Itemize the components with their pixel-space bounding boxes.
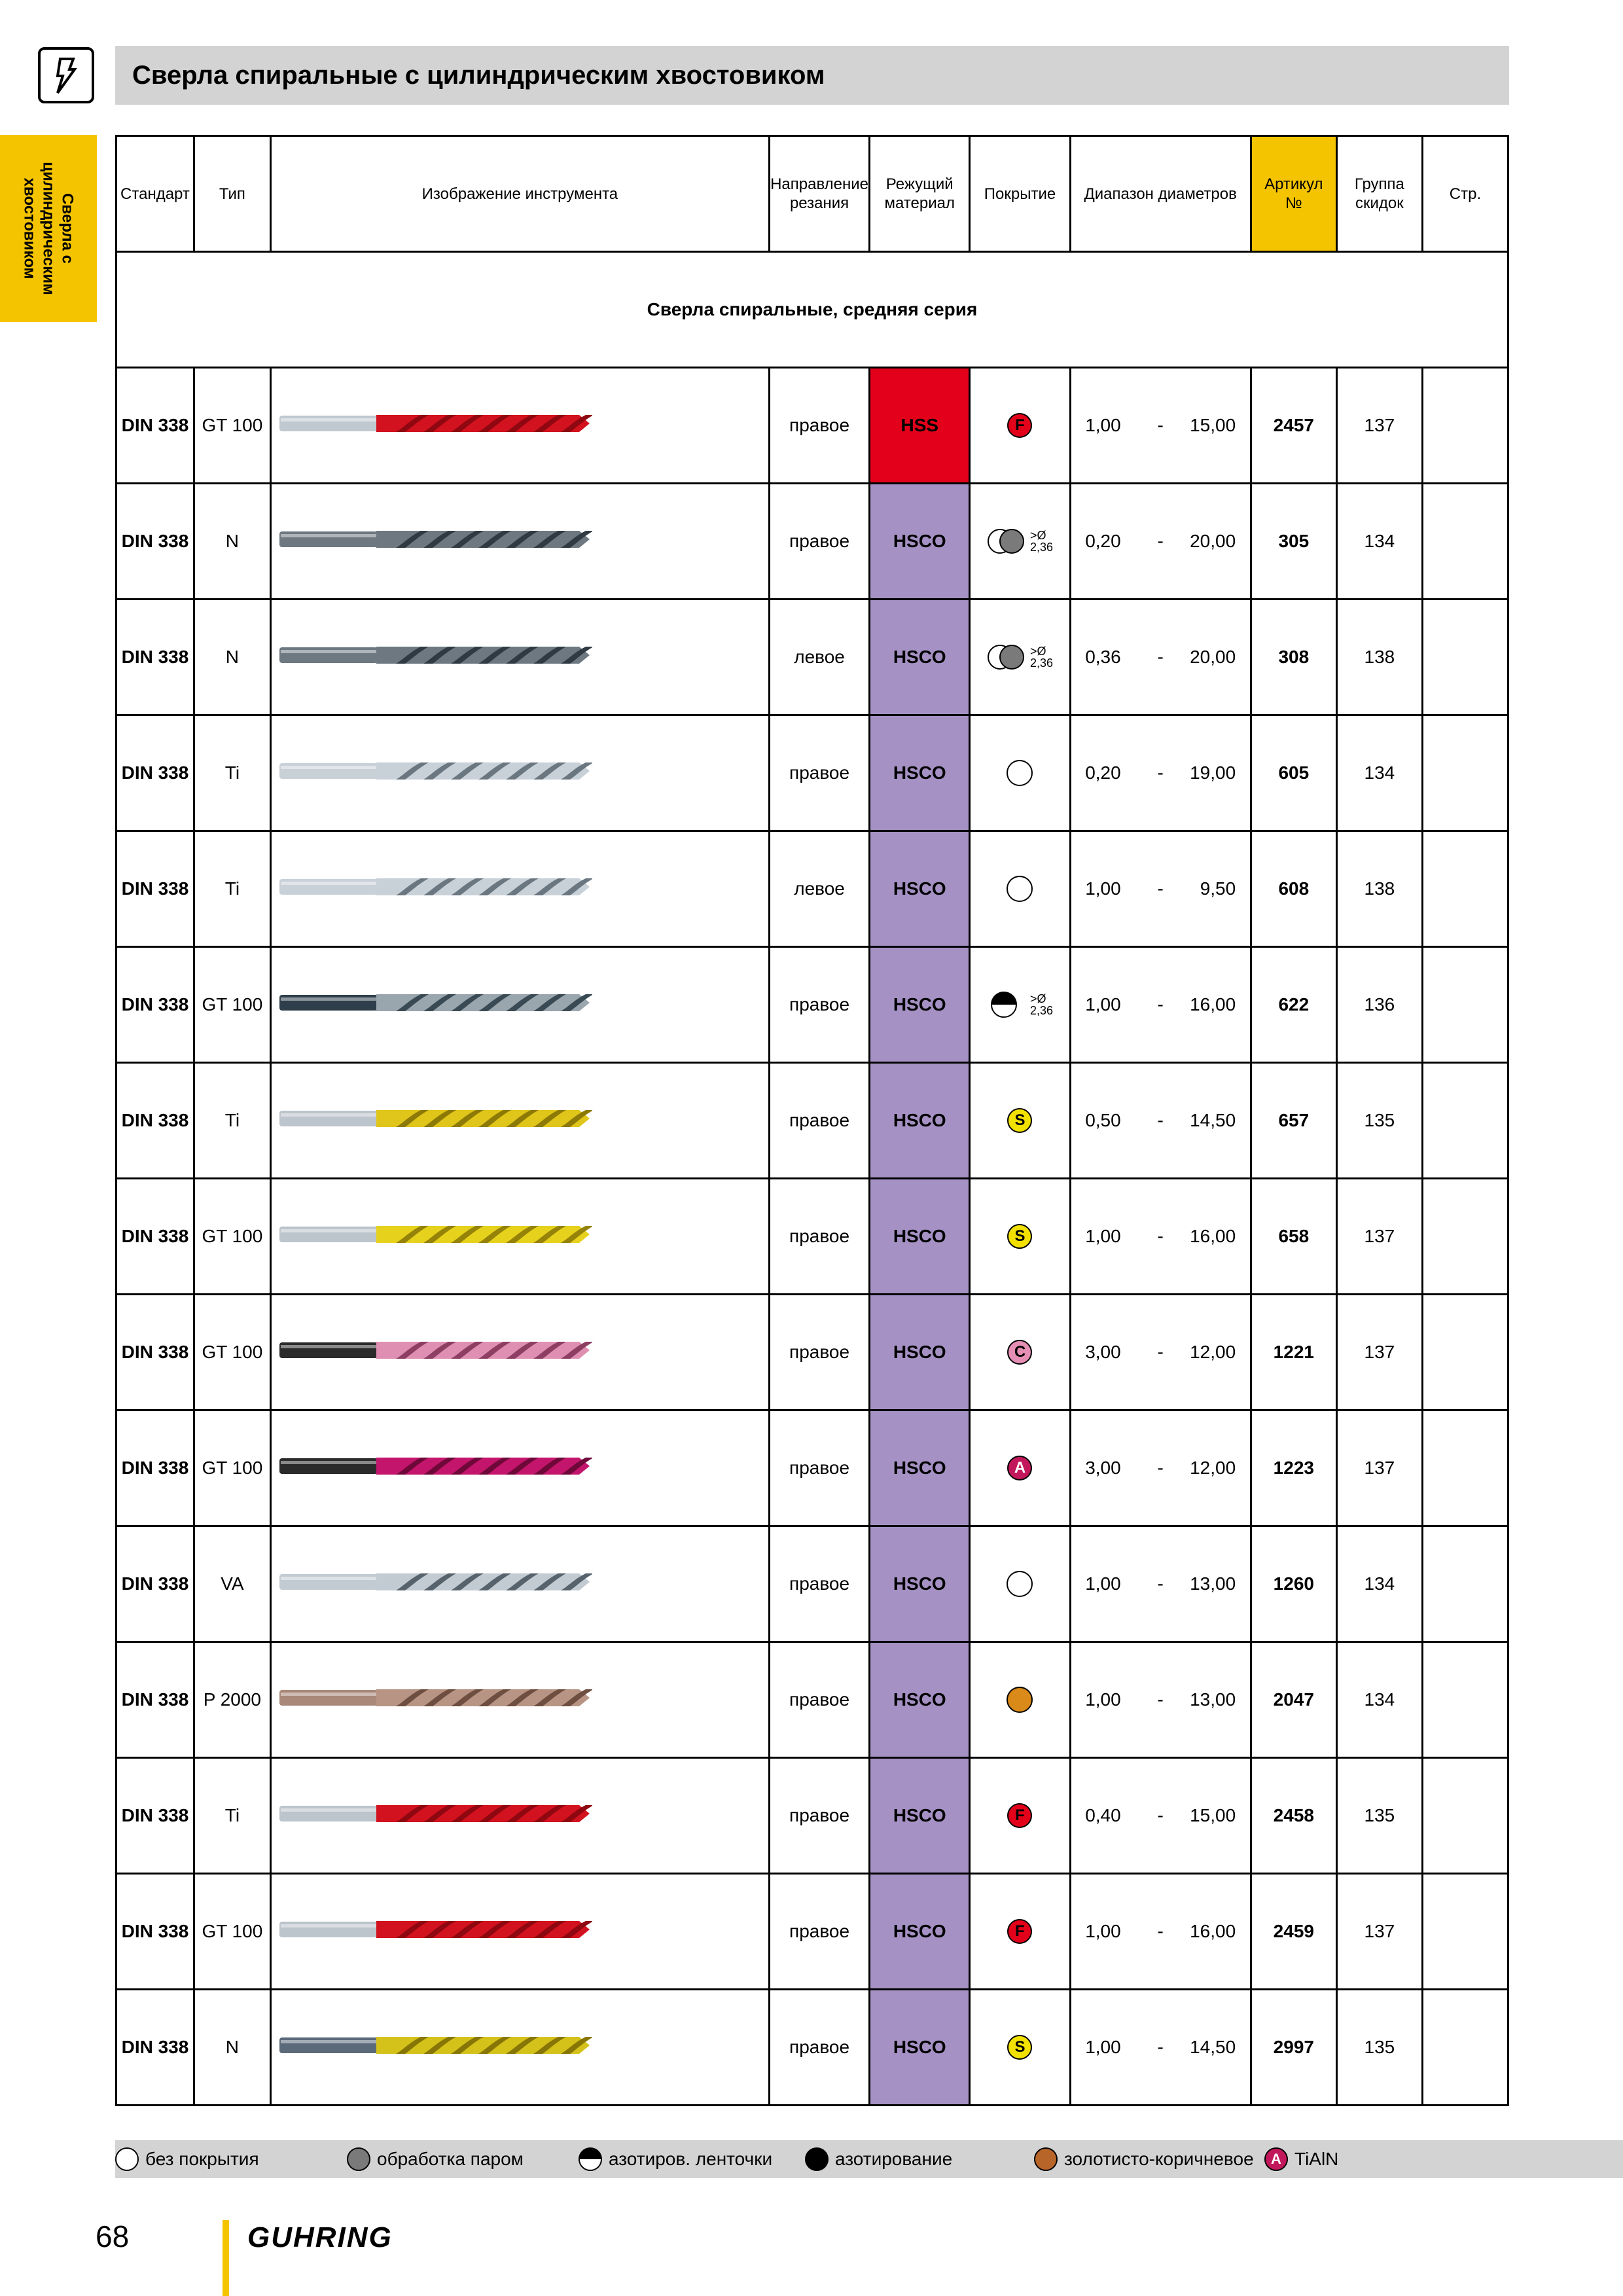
range-cell (1070, 1295, 1251, 1410)
range-from: 3,00 (1085, 1458, 1121, 1478)
drill-image-cell (270, 831, 769, 947)
type-cell: GT 100 (194, 1179, 270, 1295)
range-dash: - (1157, 1573, 1164, 1594)
drill-image-cell (270, 1063, 769, 1179)
range-from: 1,00 (1085, 415, 1121, 435)
type-cell: Ti (194, 1063, 270, 1179)
type-cell: Ti (194, 1758, 270, 1874)
material-cell: HSCO (870, 600, 970, 715)
range-to: 16,00 (1190, 1921, 1236, 1941)
legend-label: TiAlN (1294, 2149, 1339, 2169)
discount-cell: 138 (1336, 600, 1422, 715)
direction-cell: правое (769, 1295, 869, 1410)
header-coating: Покрытие (970, 136, 1070, 252)
range-cell (1070, 600, 1251, 715)
range-dash: - (1157, 531, 1164, 551)
range-cell (1070, 1990, 1251, 2106)
direction-cell: правое (769, 1874, 869, 1990)
discount-cell: 134 (1336, 1526, 1422, 1642)
coating-cell (970, 715, 1070, 831)
article-cell: 2459 (1251, 1874, 1336, 1990)
coating-symbol (971, 2035, 1069, 2060)
standard-cell: DIN 338 (116, 600, 194, 715)
drill-image-cell (270, 947, 769, 1063)
coating-symbol (971, 1456, 1069, 1480)
products-table (115, 135, 1509, 2106)
drill-image-cell (270, 484, 769, 600)
coating-symbol (971, 413, 1069, 438)
type-cell: GT 100 (194, 947, 270, 1063)
type-cell: VA (194, 1526, 270, 1642)
header-page: Стр. (1422, 136, 1508, 252)
coating-note: >Ø 2,36 (1029, 529, 1053, 554)
coating-symbol (971, 643, 1069, 672)
page-cell (1422, 484, 1508, 600)
page-number: 68 (96, 2219, 130, 2253)
range-cell (1070, 1526, 1251, 1642)
coating-cell (970, 947, 1070, 1063)
article-cell: 1223 (1251, 1410, 1336, 1526)
material-cell: HSS (870, 368, 970, 484)
steam-treated-icon (987, 527, 1029, 556)
drill-image (278, 988, 592, 1017)
coating-letter-icon: C (1007, 1340, 1032, 1365)
legend-item (579, 2140, 772, 2178)
coating-cell (970, 831, 1070, 947)
table-row (116, 947, 1508, 1063)
range-dash: - (1157, 1805, 1164, 1825)
coating-cell (970, 1179, 1070, 1295)
coating-cell (970, 1642, 1070, 1758)
range-from: 1,00 (1085, 994, 1121, 1014)
uncoated-icon (1007, 1571, 1033, 1597)
range-from: 1,00 (1085, 1573, 1121, 1594)
type-cell: P 2000 (194, 1642, 270, 1758)
direction-cell: правое (769, 1526, 869, 1642)
range-dash: - (1157, 1458, 1164, 1478)
standard-cell: DIN 338 (116, 368, 194, 484)
standard-cell: DIN 338 (116, 1526, 194, 1642)
range-from: 1,00 (1085, 1921, 1121, 1941)
header-image: Изображение инструмента (270, 136, 769, 252)
legend-label: азотиров. ленточки (609, 2149, 773, 2169)
range-cell (1070, 947, 1251, 1063)
direction-cell: правое (769, 1063, 869, 1179)
direction-cell: левое (769, 831, 869, 947)
discount-cell: 137 (1336, 1295, 1422, 1410)
article-cell: 657 (1251, 1063, 1336, 1179)
range-dash: - (1157, 878, 1164, 899)
range-to: 14,50 (1190, 1110, 1236, 1130)
footer-accent (223, 2220, 229, 2296)
range-to: 12,00 (1190, 1458, 1236, 1478)
article-cell: 605 (1251, 715, 1336, 831)
range-dash: - (1157, 2037, 1164, 2057)
header-article: Артикул № (1251, 136, 1336, 252)
drill-image-cell (270, 368, 769, 484)
discount-cell: 135 (1336, 1063, 1422, 1179)
legend-label: золотисто-коричневое (1064, 2149, 1254, 2169)
standard-cell: DIN 338 (116, 1179, 194, 1295)
header-range: Диапазон диаметров (1070, 136, 1251, 252)
legend-label: без покрытия (145, 2149, 259, 2169)
range-to: 9,50 (1200, 878, 1236, 899)
range-cell (1070, 1874, 1251, 1990)
article-cell: 305 (1251, 484, 1336, 600)
range-cell (1070, 1758, 1251, 1874)
coating-note: >Ø 2,36 (1029, 992, 1053, 1017)
drill-image-cell (270, 1758, 769, 1874)
range-from: 0,20 (1085, 762, 1121, 783)
article-cell: 2457 (1251, 368, 1336, 484)
range-cell (1070, 715, 1251, 831)
coating-cell (970, 1990, 1070, 2106)
standard-cell: DIN 338 (116, 484, 194, 600)
discount-cell: 137 (1336, 1410, 1422, 1526)
header-material: Режущий материал (870, 136, 970, 252)
standard-cell: DIN 338 (116, 1295, 194, 1410)
legend-item (1034, 2140, 1254, 2178)
table-row (116, 1179, 1508, 1295)
coating-symbol (971, 1224, 1069, 1249)
legend-icon (115, 2147, 139, 2171)
type-cell: N (194, 600, 270, 715)
direction-cell: правое (769, 484, 869, 600)
drill-image (278, 1452, 592, 1480)
material-cell: HSCO (870, 1990, 970, 2106)
range-to: 16,00 (1190, 994, 1236, 1014)
range-dash: - (1157, 647, 1164, 667)
coating-symbol (971, 990, 1069, 1019)
direction-cell: правое (769, 1758, 869, 1874)
discount-cell: 134 (1336, 484, 1422, 600)
range-to: 19,00 (1190, 762, 1236, 783)
drill-image (278, 1104, 592, 1133)
legend-icon: A (1264, 2147, 1288, 2171)
standard-cell: DIN 338 (116, 1758, 194, 1874)
direction-cell: левое (769, 600, 869, 715)
type-cell: Ti (194, 831, 270, 947)
standard-cell: DIN 338 (116, 1063, 194, 1179)
direction-cell: правое (769, 715, 869, 831)
page-cell (1422, 1526, 1508, 1642)
direction-cell: правое (769, 1410, 869, 1526)
discount-cell: 137 (1336, 368, 1422, 484)
legend-label: обработка паром (377, 2149, 524, 2169)
range-dash: - (1157, 415, 1164, 435)
discount-cell: 134 (1336, 1642, 1422, 1758)
coating-letter-icon: F (1007, 1919, 1032, 1944)
range-to: 12,00 (1190, 1342, 1236, 1362)
article-cell: 2997 (1251, 1990, 1336, 2106)
range-from: 0,20 (1085, 531, 1121, 551)
coating-cell (970, 1758, 1070, 1874)
discount-cell: 135 (1336, 1758, 1422, 1874)
side-tab (0, 135, 97, 322)
range-dash: - (1157, 762, 1164, 783)
table-row (116, 1063, 1508, 1179)
table-row (116, 1295, 1508, 1410)
range-from: 0,40 (1085, 1805, 1121, 1825)
table-row (116, 1526, 1508, 1642)
coating-letter-icon: A (1007, 1456, 1032, 1480)
range-to: 14,50 (1190, 2037, 1236, 2057)
coating-cell (970, 1526, 1070, 1642)
standard-cell: DIN 338 (116, 947, 194, 1063)
coating-symbol (971, 1108, 1069, 1133)
coating-note: >Ø 2,36 (1029, 645, 1053, 670)
table-row (116, 1758, 1508, 1874)
table-row (116, 715, 1508, 831)
discount-cell: 136 (1336, 947, 1422, 1063)
direction-cell: правое (769, 947, 869, 1063)
material-cell: HSCO (870, 1758, 970, 1874)
drill-image-cell (270, 1179, 769, 1295)
discount-cell: 135 (1336, 1990, 1422, 2106)
range-cell (1070, 831, 1251, 947)
drill-image (278, 1220, 592, 1249)
article-cell: 308 (1251, 600, 1336, 715)
coating-letter-icon: S (1007, 1108, 1032, 1133)
steam-treated-icon (987, 643, 1029, 672)
material-cell: HSCO (870, 1874, 970, 1990)
page-title: Сверла спиральные с цилиндрическим хвостовиком (132, 60, 825, 90)
range-from: 3,00 (1085, 1342, 1121, 1362)
range-from: 1,00 (1085, 878, 1121, 899)
coating-symbol (971, 1571, 1069, 1597)
article-cell: 622 (1251, 947, 1336, 1063)
side-tab-label: Сверла с цилиндрическим хвостовиком (20, 162, 77, 295)
range-dash: - (1157, 1689, 1164, 1710)
range-to: 15,00 (1190, 1805, 1236, 1825)
legend-bar (115, 2140, 1623, 2178)
table-row (116, 831, 1508, 947)
type-cell: N (194, 484, 270, 600)
standard-cell: DIN 338 (116, 715, 194, 831)
nitrided-lands-icon (987, 990, 1029, 1019)
drill-image (278, 1683, 592, 1712)
section-row (116, 252, 1508, 368)
legend-icon (1034, 2147, 1058, 2171)
drill-image (278, 1799, 592, 1828)
range-cell (1070, 1642, 1251, 1758)
range-from: 1,00 (1085, 1226, 1121, 1246)
page-cell (1422, 1179, 1508, 1295)
direction-cell: правое (769, 1179, 869, 1295)
coating-symbol (971, 760, 1069, 786)
drill-image (278, 1568, 592, 1596)
coating-cell (970, 484, 1070, 600)
drill-image-cell (270, 1295, 769, 1410)
discount-cell: 138 (1336, 831, 1422, 947)
legend-icon (805, 2147, 829, 2171)
drill-image-cell (270, 715, 769, 831)
coating-letter-icon: F (1007, 413, 1032, 438)
title-bar (115, 46, 1509, 105)
range-cell (1070, 1179, 1251, 1295)
direction-cell: правое (769, 1642, 869, 1758)
table-row (116, 1410, 1508, 1526)
uncoated-icon (1007, 876, 1033, 902)
range-cell (1070, 1063, 1251, 1179)
type-cell: GT 100 (194, 1874, 270, 1990)
range-from: 1,00 (1085, 2037, 1121, 2057)
coating-cell (970, 1295, 1070, 1410)
range-from: 1,00 (1085, 1689, 1121, 1710)
table-row (116, 1642, 1508, 1758)
page-cell (1422, 600, 1508, 715)
coating-cell (970, 1410, 1070, 1526)
range-dash: - (1157, 1342, 1164, 1362)
standard-cell: DIN 338 (116, 1990, 194, 2106)
drill-image-cell (270, 1874, 769, 1990)
drill-image (278, 872, 592, 901)
drill-image-cell (270, 1642, 769, 1758)
material-cell: HSCO (870, 1295, 970, 1410)
standard-cell: DIN 338 (116, 831, 194, 947)
drill-image (278, 1336, 592, 1365)
uncoated-icon (1007, 760, 1033, 786)
page-cell (1422, 715, 1508, 831)
range-from: 0,36 (1085, 647, 1121, 667)
page-cell (1422, 1758, 1508, 1874)
type-cell: GT 100 (194, 1295, 270, 1410)
type-cell: N (194, 1990, 270, 2106)
discount-cell: 137 (1336, 1179, 1422, 1295)
range-to: 16,00 (1190, 1226, 1236, 1246)
range-to: 15,00 (1190, 415, 1236, 435)
coating-symbol (971, 1687, 1069, 1713)
table-row (116, 1874, 1508, 1990)
coating-cell (970, 600, 1070, 715)
type-cell: GT 100 (194, 1410, 270, 1526)
article-cell: 1221 (1251, 1295, 1336, 1410)
coating-cell (970, 1874, 1070, 1990)
legend-icon (347, 2147, 370, 2171)
header-direction: Направление резания (769, 136, 869, 252)
article-cell: 658 (1251, 1179, 1336, 1295)
coating-fill-icon (1007, 1687, 1033, 1713)
range-to: 20,00 (1190, 647, 1236, 667)
standard-cell: DIN 338 (116, 1642, 194, 1758)
material-cell: HSCO (870, 1526, 970, 1642)
material-cell: HSCO (870, 1410, 970, 1526)
page-cell (1422, 1295, 1508, 1410)
page-cell (1422, 1990, 1508, 2106)
range-dash: - (1157, 994, 1164, 1014)
direction-cell: правое (769, 1990, 869, 2106)
range-cell (1070, 484, 1251, 600)
material-cell: HSCO (870, 1642, 970, 1758)
range-cell (1070, 1410, 1251, 1526)
coating-letter-icon: F (1007, 1803, 1032, 1828)
header-type: Тип (194, 136, 270, 252)
material-cell: HSCO (870, 831, 970, 947)
coating-symbol (971, 1340, 1069, 1365)
header-row (116, 136, 1508, 252)
drill-image (278, 757, 592, 785)
range-dash: - (1157, 1226, 1164, 1246)
discount-cell: 137 (1336, 1874, 1422, 1990)
coating-symbol (971, 527, 1069, 556)
page-cell (1422, 1874, 1508, 1990)
page-cell (1422, 947, 1508, 1063)
drill-image (278, 525, 592, 554)
range-to: 20,00 (1190, 531, 1236, 551)
page-cell (1422, 1063, 1508, 1179)
material-cell: HSCO (870, 1063, 970, 1179)
range-from: 0,50 (1085, 1110, 1121, 1130)
chapter-icon (38, 47, 94, 103)
coating-symbol (971, 1919, 1069, 1944)
range-dash: - (1157, 1921, 1164, 1941)
page-cell (1422, 1410, 1508, 1526)
coating-letter-icon: S (1007, 2035, 1032, 2060)
coating-cell (970, 1063, 1070, 1179)
header-discount: Группа скидок (1336, 136, 1422, 252)
material-cell: HSCO (870, 1179, 970, 1295)
legend-item (115, 2140, 259, 2178)
article-cell: 2458 (1251, 1758, 1336, 1874)
material-cell: HSCO (870, 947, 970, 1063)
drill-image (278, 1915, 592, 1944)
header-standard: Стандарт (116, 136, 194, 252)
article-cell: 2047 (1251, 1642, 1336, 1758)
type-cell: Ti (194, 715, 270, 831)
table-row (116, 1990, 1508, 2106)
section-title: Сверла спиральные, средняя серия (116, 252, 1508, 368)
range-to: 13,00 (1190, 1573, 1236, 1594)
coating-symbol (971, 876, 1069, 902)
drill-image (278, 641, 592, 670)
drill-image-cell (270, 1526, 769, 1642)
standard-cell: DIN 338 (116, 1874, 194, 1990)
discount-cell: 134 (1336, 715, 1422, 831)
table-row (116, 600, 1508, 715)
material-cell: HSCO (870, 715, 970, 831)
legend-icon (579, 2147, 602, 2171)
drill-image (278, 409, 592, 438)
direction-cell: правое (769, 368, 869, 484)
page-cell (1422, 368, 1508, 484)
coating-letter-icon: S (1007, 1224, 1032, 1249)
table-row (116, 484, 1508, 600)
drill-image (278, 2031, 592, 2060)
table-row (116, 368, 1508, 484)
page-cell (1422, 831, 1508, 947)
legend-item (347, 2140, 524, 2178)
drill-image-cell (270, 1990, 769, 2106)
range-dash: - (1157, 1110, 1164, 1130)
coating-symbol (971, 1803, 1069, 1828)
page-cell (1422, 1642, 1508, 1758)
material-cell: HSCO (870, 484, 970, 600)
drill-image-cell (270, 1410, 769, 1526)
drill-image-cell (270, 600, 769, 715)
coating-cell (970, 368, 1070, 484)
range-to: 13,00 (1190, 1689, 1236, 1710)
legend-label: азотирование (835, 2149, 953, 2169)
article-cell: 608 (1251, 831, 1336, 947)
legend-item (1264, 2140, 1338, 2178)
legend-item (805, 2140, 952, 2178)
brand-logo: GUHRING (247, 2221, 393, 2253)
range-cell (1070, 368, 1251, 484)
type-cell: GT 100 (194, 368, 270, 484)
standard-cell: DIN 338 (116, 1410, 194, 1526)
article-cell: 1260 (1251, 1526, 1336, 1642)
